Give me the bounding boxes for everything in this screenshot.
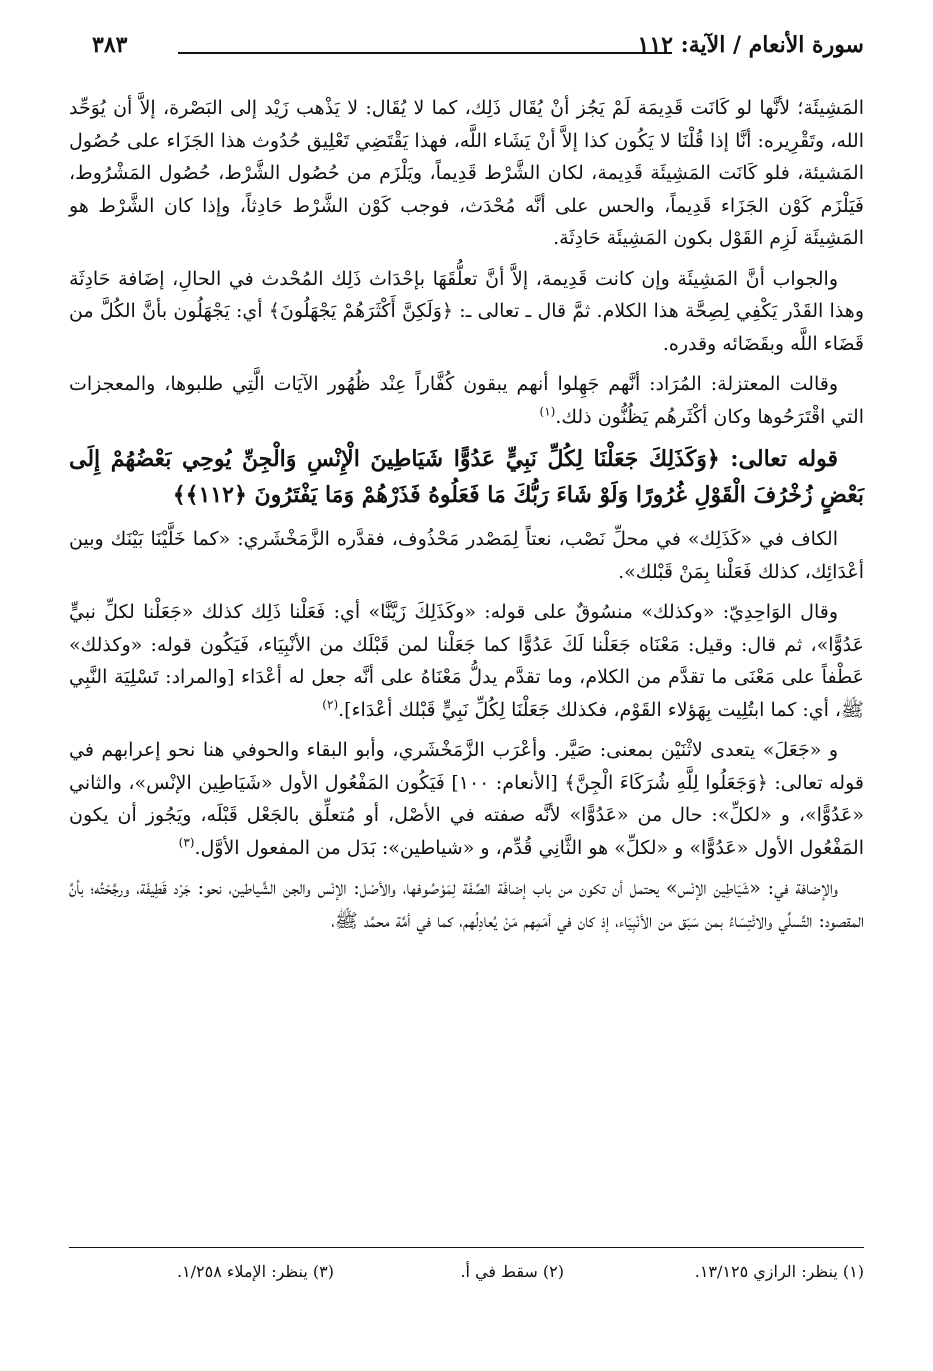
main-text (69, 92, 864, 945)
footnotes (69, 1262, 864, 1292)
verse-text: ﴿وَكَذَلِكَ جَعَلْنَا لِكُلِّ نَبِيٍّ عَدُوًّا شَيَاطِينَ الْإِنْسِ وَالْجِنِّ يُوحِي بَعْضُهُمْ إِلَى بَعْضٍ زُخْرُفَ الْقَوْلِ غُرُورًا وَلَوْ شَاءَ رَبُّكَ مَا فَعَلُوهُ فَذَرْهُمْ وَمَا يَفْتَرُونَ ﴿١١٢﴾﴾ (69, 446, 864, 508)
footnote: (١) ينظر: الرازي ١٣/١٢٥. (694, 1262, 864, 1281)
paragraph: وقالت المعتزلة: المُرَاد: أنَّهم جَهِلوا أنهم يبقون كُفَّاراً عِنْد ظُهُور الآيَات الَّتِي طلبوها، والمعجزات التي اقْتَرَحُوها وكان أكْثَرهُم يَظُنُّون ذلك.$^{(١)}$ (69, 373, 864, 428)
page-number: ٣٨٣ (92, 32, 128, 58)
footnote: (٣) ينظر: الإملاء ١/٢٥٨. (176, 1262, 334, 1281)
header-rule (178, 52, 672, 54)
verse-lead: قوله تعالى: (730, 446, 838, 472)
footnote-ref: (٣) (178, 835, 195, 850)
surah-title: سورة الأنعام / الآية: ١١٢ (637, 32, 864, 58)
paragraph: والإضافة في: «شَيَاطِين الإنْس» يحتمل أن تكون من باب إضافَة الصِّفَة لِمَوْصُوفها، والأصْل: الإنْس والجن الشَّياطين، نحو: جَرْد قَطِيفَة، ورجَّحْتُه؛ بأنَّ المقصود: التَّسلِّي والائْتِسَاءُ بمن سَبَق من الأنْبِيَاء، إذ كان في أمَمِهم مَنْ يُعادِلُهم، كما في أمَّة محمَّد ﷺ، (69, 877, 864, 932)
paragraph: المَشِيئَة؛ لأنَّها لو كَانَت قَدِيمَة لَمْ يَجُز أنْ يُقَال ذَلِك، كما لا يُقَال: لا يَذْهب زَيْد إلى البَصْرة، إلاَّ أن يُوَحِّد الله، وتَقْرِيره: أنَّا إذا قُلْنَا لا يَكُون كذا إلاَّ أنْ يَشَاء اللَّه، فهذا يَقْتَضِي تَعْلِيق حُدُوث هذا الجَزَاء على حُصُول المَشيئة، فلو كَانَت المَشِيئَة قَدِيمة، لكان الشَّرْط قَدِيماً، ويَلْزَم من حُصُول الشَّرْط، حُصُول المَشْرُوط، فَيَلْزَم كَوْن الجَزَاء قَدِيماً، والحس على أنَّه مُحْدَث، فوجب كَوْن الشَّرْط حَادِثاً، وإذا كان الشَّرْط هو المَشِيئَة لَزِم القَوْل بكون المَشِيئَة حَادِثَة. (69, 97, 864, 249)
footnote-ref: (١) (539, 404, 556, 419)
footnote-ref: (٢) (322, 697, 339, 712)
paragraph: وقال الوَاحِدِيّ: «وكذلك» منسُوقٌ على قوله: «وكَذَلِكَ زَيَّنَّا» أي: فَعَلْنا ذَلِك كذلك «جَعَلْنا لكلِّ نبيٍّ عَدُوًّا»، ثم قال: وقيل: مَعْنَاه جَعَلْنا لَكَ عَدُوًّا كما جَعَلْنا لمن قَبْلَك من الأنْبِيَاء، فَيَكُون قوله: «وكذلك» عَطْفاً على مَعْنَى ما تقدَّم من الكلام، وما تقدَّم يدلُّ مَعْنَاهُ على أنَّه جعل له أعْدَاء [والمراد: تَسْلِيَة النَّبِي ﷺ، أي: كما ابتُلِيت بِهَؤلاء القَوْم، فكذلك جَعَلْنَا لِكُلِّ نَبِيٍّ قَبْلك أعْدَاء].$^{(٢)}$ (69, 601, 864, 721)
paragraph: والجواب أنَّ المَشِيئَة وإن كانت قَدِيمة، إلاَّ أنَّ تعلُّقَهَا بإحْدَاث ذَلِك المُحْدث في الحالِ، إضَافة حَادِثَة وهذا القَدْر يَكْفِي لِصِحَّة هذا الكلام. ثمَّ قال ـ تعالى ـ: ﴿وَلَكِنَّ أَكْثَرَهُمْ يَجْهَلُونَ﴾ أي: يَجْهَلُون بأنَّ الكُلَّ من قَضَاء اللَّه وبقَضَائه وقدره. (69, 267, 864, 355)
paragraph: و «جَعَلَ» يتعدى لاثْنَيْن بمعنى: صَيَّر. وأعْرَب الزَّمَخْشَري، وأبو البقاء والحوفي هنا نحو إعرابهم في قوله تعالى: ﴿وَجَعَلُوا لِلَّهِ شُرَكَاءَ الْجِنَّ﴾ [الأنعام: ١٠٠] فَيَكُون المَفْعُول الأول «شَيَاطِين الإنْس»، والثاني «عَدُوًّا»، و «لكلِّ»: حال من «عَدُوًّا» لأنَّه صفته في الأصْل، أو مُتعلِّق بالجَعْل قَبْلَه، ويَجُوز أن يكون المَفْعُول الأول «عَدُوًّا» و «لكلِّ» هو الثَّانِي قُدِّم، و «شياطين»: بَدَل من المفعول الأوَّل.$^{(٣)}$ (69, 739, 864, 859)
paragraph: الكاف في «كَذَلِك» في محلِّ نَصْب، نعتاً لِمَصْدر مَحْذُوف، فقدَّره الزَّمَخْشَري: «كما خَلَّيْنَا بَيْنَك وبين أعْدَائِك، كذلك فَعَلْنا بِمَنْ قَبْلك». (69, 528, 864, 583)
quran-verse (69, 441, 864, 513)
footnote-rule (69, 1247, 864, 1248)
footnote: (٢) سقط في أ. (460, 1262, 564, 1281)
running-header (92, 30, 864, 66)
